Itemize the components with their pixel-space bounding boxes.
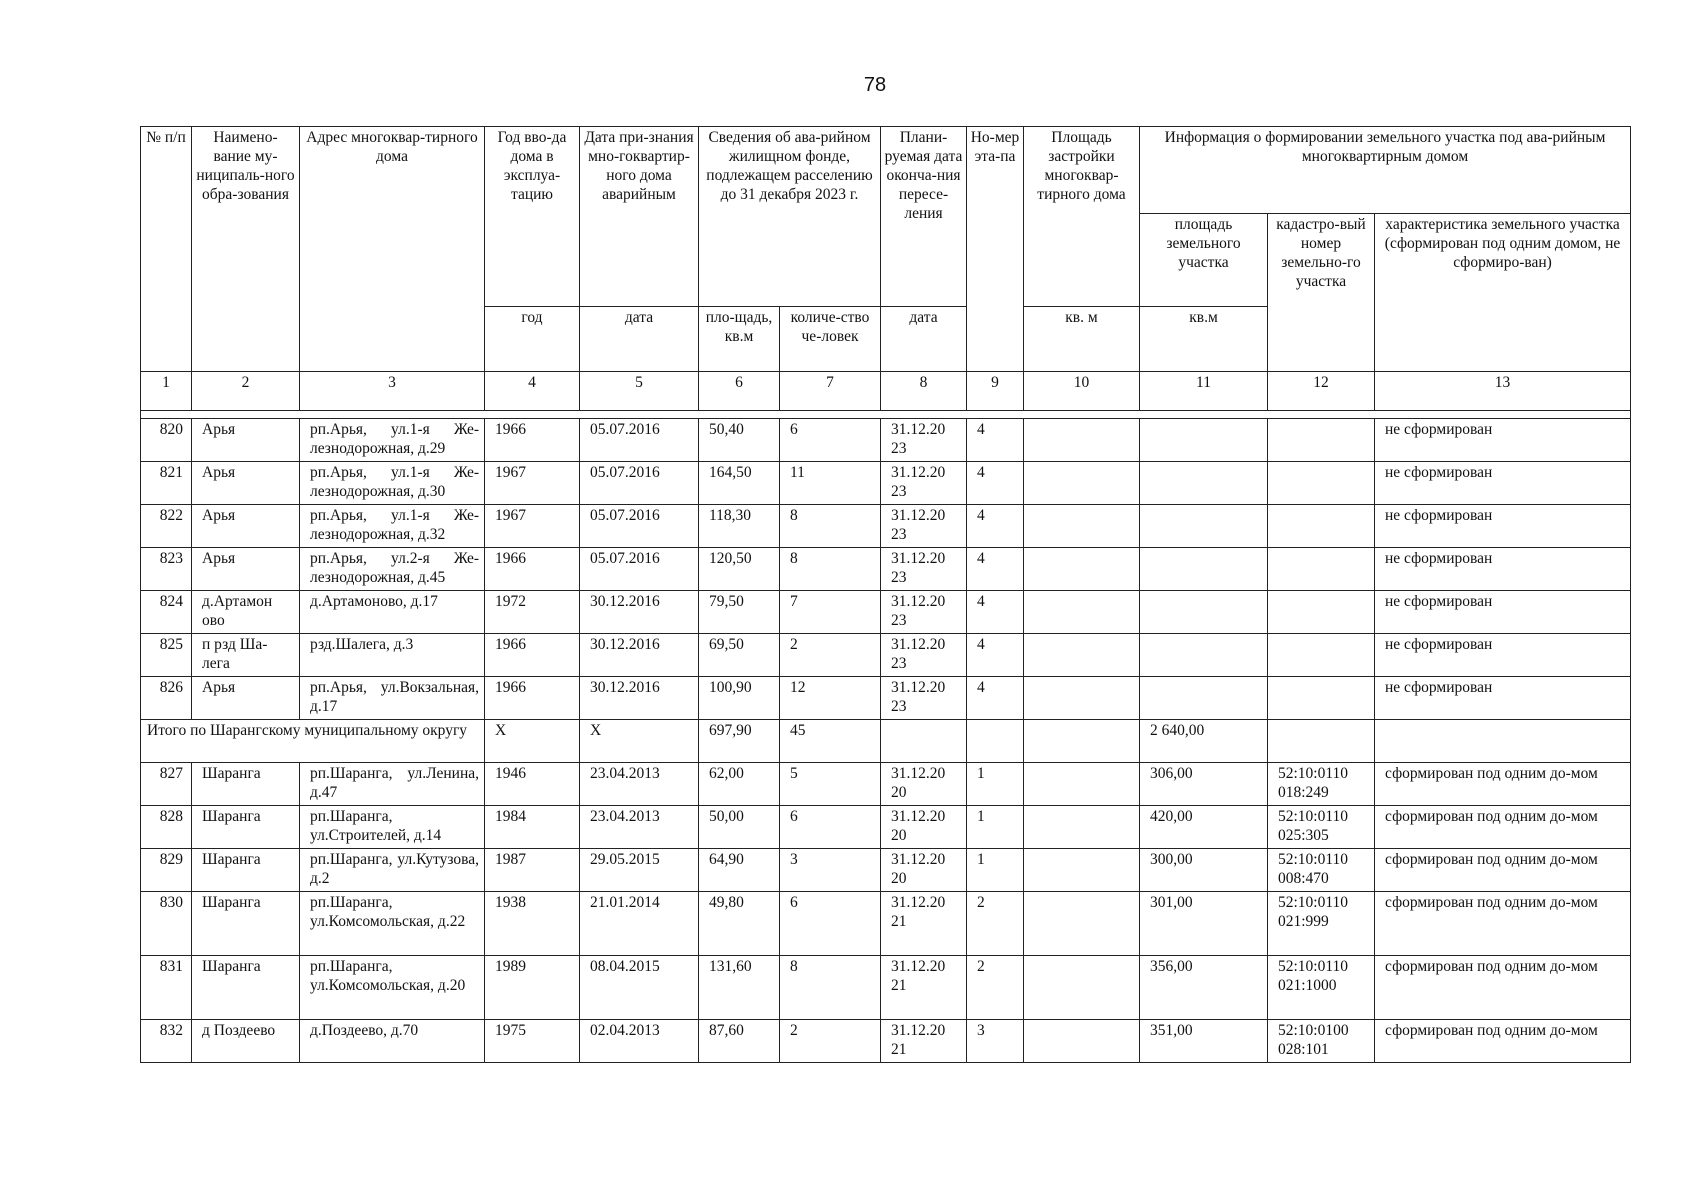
building-area-cell [1024, 849, 1140, 892]
header-num: № п/п [141, 127, 192, 372]
area-cell: 62,00 [699, 763, 780, 806]
table-row [141, 419, 1631, 462]
planned-date-cell: 31.12.20 21 [881, 1020, 967, 1063]
date-cell: 23.04.2013 [580, 763, 699, 806]
column-number: 2 [192, 372, 300, 411]
area-cell: 50,40 [699, 419, 780, 462]
address-cell: д.Поздеево, д.70 [300, 1020, 485, 1063]
date-cell: 02.04.2013 [580, 1020, 699, 1063]
municipality-cell: Арья [192, 548, 300, 591]
unit-year: год [485, 307, 580, 372]
people-cell: 12 [780, 677, 881, 720]
area-cell: 87,60 [699, 1020, 780, 1063]
address-cell: рп.Арья, ул.Вокзальная, д.17 [300, 677, 485, 720]
date-cell: 21.01.2014 [580, 892, 699, 956]
planned-date-cell: 31.12.20 23 [881, 591, 967, 634]
land-char-cell: не сформирован [1375, 677, 1631, 720]
year-cell: 1946 [485, 763, 580, 806]
cadastral-cell [1268, 634, 1375, 677]
municipality-cell: Арья [192, 462, 300, 505]
column-number: 3 [300, 372, 485, 411]
cadastral-cell: 52:10:0110 025:305 [1268, 806, 1375, 849]
year-cell: 1987 [485, 849, 580, 892]
cadastral-cell [1268, 677, 1375, 720]
land-area-cell: 420,00 [1140, 806, 1268, 849]
row-number: 823 [141, 548, 192, 591]
total-people: 45 [780, 720, 881, 763]
area-cell: 164,50 [699, 462, 780, 505]
municipality-cell: Шаранга [192, 763, 300, 806]
row-number: 828 [141, 806, 192, 849]
land-char-cell: не сформирован [1375, 462, 1631, 505]
stage-cell: 4 [967, 548, 1024, 591]
planned-date-cell: 31.12.20 23 [881, 419, 967, 462]
planned-date-cell: 31.12.20 23 [881, 634, 967, 677]
column-number: 10 [1024, 372, 1140, 411]
header-land-char: характеристика земельного участка (сформирован под одним домом, не сформиро-ван) [1375, 214, 1631, 372]
table-row [141, 591, 1631, 634]
column-number: 6 [699, 372, 780, 411]
table-body [141, 411, 1631, 1063]
header-year-built: Год вво-да дома в эксплуа-тацию [485, 127, 580, 307]
area-cell: 100,90 [699, 677, 780, 720]
housing-table [140, 126, 1631, 1063]
planned-date-cell: 31.12.20 21 [881, 956, 967, 1020]
planned-date-cell: 31.12.20 23 [881, 505, 967, 548]
municipality-cell: п рзд Ша-лега [192, 634, 300, 677]
column-number: 1 [141, 372, 192, 411]
stage-cell: 4 [967, 677, 1024, 720]
municipality-cell: д Поздеево [192, 1020, 300, 1063]
land-char-cell: сформирован под одним до-мом [1375, 1020, 1631, 1063]
area-cell: 50,00 [699, 806, 780, 849]
land-area-cell [1140, 591, 1268, 634]
table-row [141, 634, 1631, 677]
year-cell: 1966 [485, 677, 580, 720]
date-cell: 05.07.2016 [580, 548, 699, 591]
total-empty [1024, 720, 1140, 763]
date-cell: 05.07.2016 [580, 505, 699, 548]
table-row [141, 1020, 1631, 1063]
planned-date-cell: 31.12.20 21 [881, 892, 967, 956]
table-row [141, 849, 1631, 892]
header-stage: Но-мер эта-па [967, 127, 1024, 372]
header-land-info: Информация о формировании земельного участка под ава-рийным многоквартирным домом [1140, 127, 1631, 214]
building-area-cell [1024, 892, 1140, 956]
header-address: Адрес многоквар-тирного дома [300, 127, 485, 372]
column-number: 11 [1140, 372, 1268, 411]
cadastral-cell [1268, 505, 1375, 548]
municipality-cell: Арья [192, 505, 300, 548]
area-cell: 131,60 [699, 956, 780, 1020]
row-number: 831 [141, 956, 192, 1020]
row-number: 822 [141, 505, 192, 548]
planned-date-cell: 31.12.20 20 [881, 806, 967, 849]
people-cell: 6 [780, 419, 881, 462]
year-cell: 1966 [485, 419, 580, 462]
total-date: X [580, 720, 699, 763]
building-area-cell [1024, 1020, 1140, 1063]
cadastral-cell [1268, 419, 1375, 462]
people-cell: 2 [780, 1020, 881, 1063]
header-cadastral: кадастро-вый номер земельно-го участка [1268, 214, 1375, 372]
row-number: 821 [141, 462, 192, 505]
year-cell: 1966 [485, 634, 580, 677]
stage-cell: 4 [967, 505, 1024, 548]
column-number: 9 [967, 372, 1024, 411]
land-area-cell [1140, 419, 1268, 462]
land-char-cell: сформирован под одним до-мом [1375, 892, 1631, 956]
column-number: 7 [780, 372, 881, 411]
total-label: Итого по Шарангскому муниципальному округу [141, 720, 485, 763]
land-char-cell: сформирован под одним до-мом [1375, 849, 1631, 892]
municipality-cell: Шаранга [192, 806, 300, 849]
land-area-cell [1140, 462, 1268, 505]
address-cell: рзд.Шалега, д.3 [300, 634, 485, 677]
area-cell: 118,30 [699, 505, 780, 548]
header-land-area: площадь земельного участка [1140, 214, 1268, 307]
area-cell: 49,80 [699, 892, 780, 956]
total-empty [1268, 720, 1375, 763]
year-cell: 1984 [485, 806, 580, 849]
address-cell: рп.Арья, ул.1-я Же-лезнодорожная, д.29 [300, 419, 485, 462]
year-cell: 1975 [485, 1020, 580, 1063]
date-cell: 08.04.2015 [580, 956, 699, 1020]
building-area-cell [1024, 763, 1140, 806]
table-row [141, 548, 1631, 591]
address-cell: рп.Арья, ул.1-я Же-лезнодорожная, д.30 [300, 462, 485, 505]
cadastral-cell [1268, 548, 1375, 591]
date-cell: 05.07.2016 [580, 462, 699, 505]
cadastral-cell: 52:10:0110 008:470 [1268, 849, 1375, 892]
land-char-cell: сформирован под одним до-мом [1375, 956, 1631, 1020]
total-area: 697,90 [699, 720, 780, 763]
address-cell: рп.Шаранга, ул.Комсомольская, д.20 [300, 956, 485, 1020]
cadastral-cell: 52:10:0110 021:1000 [1268, 956, 1375, 1020]
date-cell: 30.12.2016 [580, 634, 699, 677]
municipality-cell: Арья [192, 419, 300, 462]
stage-cell: 1 [967, 763, 1024, 806]
stage-cell: 4 [967, 419, 1024, 462]
planned-date-cell: 31.12.20 20 [881, 849, 967, 892]
table-row [141, 763, 1631, 806]
building-area-cell [1024, 677, 1140, 720]
column-number: 4 [485, 372, 580, 411]
stage-cell: 1 [967, 849, 1024, 892]
row-number: 824 [141, 591, 192, 634]
row-number: 830 [141, 892, 192, 956]
stage-cell: 4 [967, 634, 1024, 677]
unit-sqm2: кв.м [1140, 307, 1268, 372]
unit-people: количе-ство че-ловек [780, 307, 881, 372]
municipality-cell: Шаранга [192, 892, 300, 956]
unit-date: дата [580, 307, 699, 372]
municipality-cell: Шаранга [192, 849, 300, 892]
people-cell: 5 [780, 763, 881, 806]
land-area-cell: 306,00 [1140, 763, 1268, 806]
building-area-cell [1024, 806, 1140, 849]
building-area-cell [1024, 591, 1140, 634]
planned-date-cell: 31.12.20 20 [881, 763, 967, 806]
people-cell: 3 [780, 849, 881, 892]
header-date-recognized: Дата при-знания мно-гоквартир-ного дома аварийным [580, 127, 699, 307]
planned-date-cell: 31.12.20 23 [881, 548, 967, 591]
table-row [141, 806, 1631, 849]
header-planned-date: Плани-руемая дата оконча-ния пересе-ления [881, 127, 967, 307]
building-area-cell [1024, 634, 1140, 677]
area-cell: 69,50 [699, 634, 780, 677]
stage-cell: 4 [967, 462, 1024, 505]
cadastral-cell: 52:10:0110 018:249 [1268, 763, 1375, 806]
land-area-cell: 301,00 [1140, 892, 1268, 956]
date-cell: 29.05.2015 [580, 849, 699, 892]
land-area-cell: 300,00 [1140, 849, 1268, 892]
table-row [141, 462, 1631, 505]
land-char-cell: не сформирован [1375, 591, 1631, 634]
municipality-cell: Арья [192, 677, 300, 720]
planned-date-cell: 31.12.20 23 [881, 677, 967, 720]
building-area-cell [1024, 956, 1140, 1020]
unit-sqm: кв. м [1024, 307, 1140, 372]
planned-date-cell: 31.12.20 23 [881, 462, 967, 505]
stage-cell: 3 [967, 1020, 1024, 1063]
stage-cell: 1 [967, 806, 1024, 849]
land-char-cell: сформирован под одним до-мом [1375, 763, 1631, 806]
address-cell: рп.Шаранга, ул.Кутузова, д.2 [300, 849, 485, 892]
unit-date2: дата [881, 307, 967, 372]
stage-cell: 2 [967, 892, 1024, 956]
year-cell: 1938 [485, 892, 580, 956]
header-municipality: Наимено-вание му-ниципаль-ного обра-зования [192, 127, 300, 372]
date-cell: 30.12.2016 [580, 591, 699, 634]
table-row [141, 956, 1631, 1020]
column-number: 5 [580, 372, 699, 411]
table-row [141, 892, 1631, 956]
land-area-cell: 351,00 [1140, 1020, 1268, 1063]
row-number: 832 [141, 1020, 192, 1063]
people-cell: 7 [780, 591, 881, 634]
row-number: 825 [141, 634, 192, 677]
column-number: 12 [1268, 372, 1375, 411]
building-area-cell [1024, 505, 1140, 548]
address-cell: рп.Шаранга, ул.Ленина, д.47 [300, 763, 485, 806]
land-area-cell [1140, 548, 1268, 591]
header-fund-info: Сведения об ава-рийном жилищном фонде, подлежащем расселению до 31 декабря 2023 г. [699, 127, 881, 307]
address-cell: рп.Арья, ул.1-я Же-лезнодорожная, д.32 [300, 505, 485, 548]
municipality-cell: д.Артамон ово [192, 591, 300, 634]
cadastral-cell [1268, 462, 1375, 505]
row-number: 827 [141, 763, 192, 806]
land-area-cell [1140, 505, 1268, 548]
column-numbers-row [141, 372, 1631, 411]
address-cell: рп.Шаранга, ул.Строителей, д.14 [300, 806, 485, 849]
date-cell: 23.04.2013 [580, 806, 699, 849]
column-number: 8 [881, 372, 967, 411]
land-area-cell: 356,00 [1140, 956, 1268, 1020]
people-cell: 8 [780, 548, 881, 591]
people-cell: 6 [780, 806, 881, 849]
area-cell: 120,50 [699, 548, 780, 591]
date-cell: 30.12.2016 [580, 677, 699, 720]
total-empty [967, 720, 1024, 763]
cadastral-cell: 52:10:0100 028:101 [1268, 1020, 1375, 1063]
address-cell: рп.Арья, ул.2-я Же-лезнодорожная, д.45 [300, 548, 485, 591]
cadastral-cell: 52:10:0110 021:999 [1268, 892, 1375, 956]
building-area-cell [1024, 548, 1140, 591]
row-number: 820 [141, 419, 192, 462]
total-year: X [485, 720, 580, 763]
building-area-cell [1024, 462, 1140, 505]
cadastral-cell [1268, 591, 1375, 634]
area-cell: 79,50 [699, 591, 780, 634]
land-area-cell [1140, 677, 1268, 720]
land-char-cell: не сформирован [1375, 505, 1631, 548]
address-cell: рп.Шаранга, ул.Комсомольская, д.22 [300, 892, 485, 956]
total-row [141, 720, 1631, 763]
total-land-area: 2 640,00 [1140, 720, 1268, 763]
header-building-area: Площадь застройки многоквар-тирного дома [1024, 127, 1140, 307]
land-char-cell: не сформирован [1375, 634, 1631, 677]
stage-cell: 2 [967, 956, 1024, 1020]
page-number: 78 [863, 74, 887, 96]
land-char-cell: сформирован под одним до-мом [1375, 806, 1631, 849]
year-cell: 1966 [485, 548, 580, 591]
land-char-cell: не сформирован [1375, 548, 1631, 591]
table-row [141, 677, 1631, 720]
year-cell: 1989 [485, 956, 580, 1020]
stage-cell: 4 [967, 591, 1024, 634]
total-empty [881, 720, 967, 763]
land-area-cell [1140, 634, 1268, 677]
people-cell: 11 [780, 462, 881, 505]
building-area-cell [1024, 419, 1140, 462]
row-number: 826 [141, 677, 192, 720]
table-header [141, 127, 1631, 411]
address-cell: д.Артамоново, д.17 [300, 591, 485, 634]
land-char-cell: не сформирован [1375, 419, 1631, 462]
people-cell: 8 [780, 505, 881, 548]
total-empty [1375, 720, 1631, 763]
table-row [141, 505, 1631, 548]
date-cell: 05.07.2016 [580, 419, 699, 462]
people-cell: 6 [780, 892, 881, 956]
people-cell: 8 [780, 956, 881, 1020]
column-number: 13 [1375, 372, 1631, 411]
area-cell: 64,90 [699, 849, 780, 892]
year-cell: 1967 [485, 505, 580, 548]
year-cell: 1967 [485, 462, 580, 505]
people-cell: 2 [780, 634, 881, 677]
unit-area: пло-щадь, кв.м [699, 307, 780, 372]
municipality-cell: Шаранга [192, 956, 300, 1020]
year-cell: 1972 [485, 591, 580, 634]
row-number: 829 [141, 849, 192, 892]
